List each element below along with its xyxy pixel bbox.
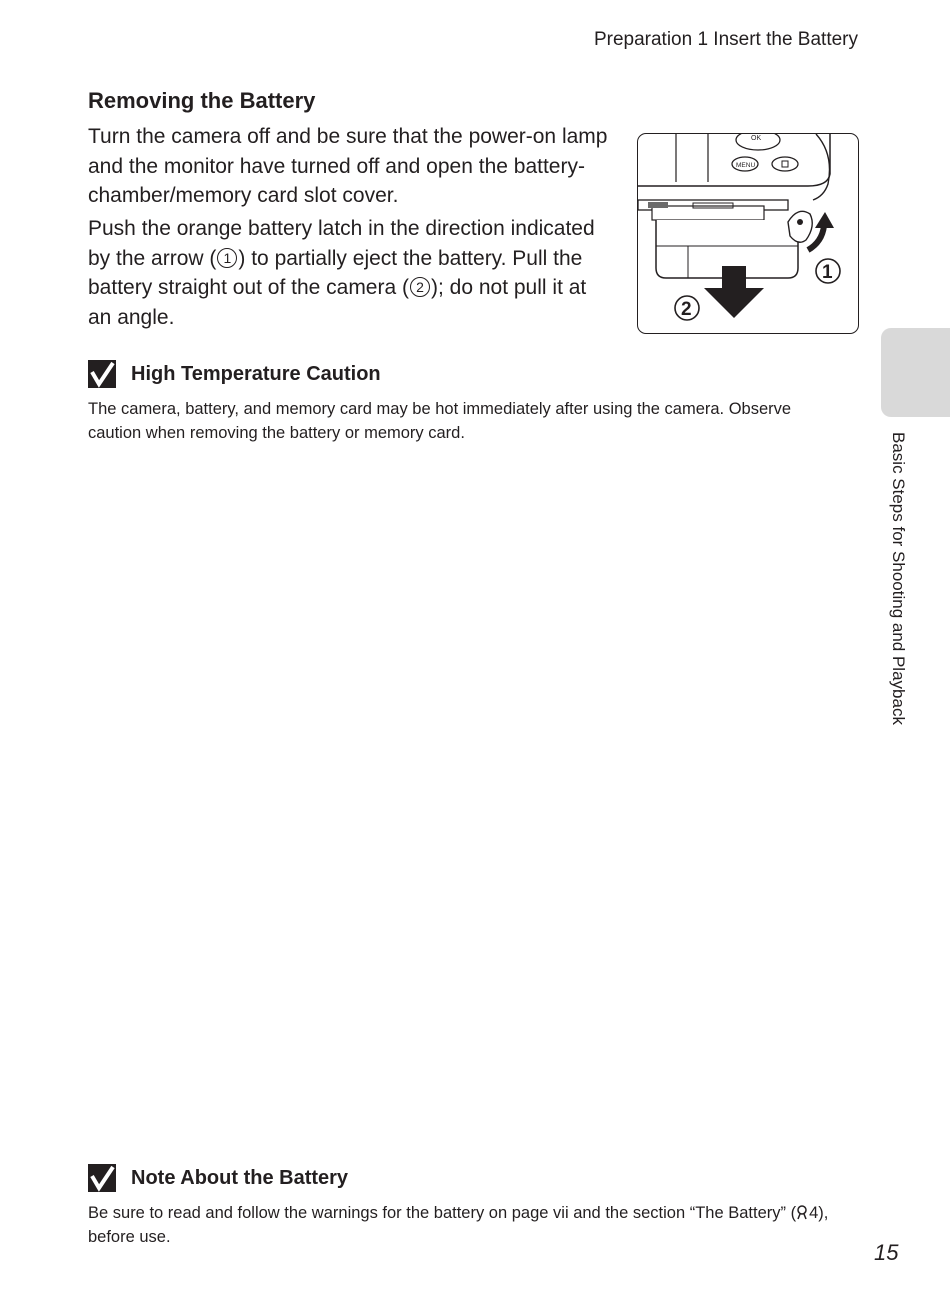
note-title: Note About the Battery <box>131 1166 349 1189</box>
note-heading-battery <box>88 1164 348 1192</box>
note-text-2: ), before use. <box>88 1204 829 1246</box>
camera-illustration <box>638 134 857 332</box>
instruction-paragraph-2 <box>88 214 613 332</box>
running-header: Preparation 1 Insert the Battery <box>593 29 858 50</box>
note-ref-number: 4 <box>809 1204 819 1222</box>
checkmark-icon <box>88 1164 116 1192</box>
para2-text-1: Push the orange battery latch in the direction indicated by the arrow ( <box>88 217 595 270</box>
note-text-1: Be sure to read and follow the warnings for the battery on page vii and the section “The Battery” ( <box>88 1204 797 1222</box>
chapter-tab <box>881 328 950 417</box>
page-number: 15 <box>874 1240 899 1265</box>
para2-text-3: ); do not pull it at an angle. <box>88 276 587 329</box>
trash-icon <box>772 157 798 171</box>
caution-heading-high-temperature <box>88 360 381 388</box>
instruction-paragraph-1: Turn the camera off and be sure that the power-on lamp and the monitor have turned off and open the battery-chamber/memory card slot cover. <box>88 125 608 207</box>
checkmark-icon <box>88 360 116 388</box>
section-title: Removing the Battery <box>88 88 316 113</box>
circled-number-1: 1 <box>217 248 237 268</box>
menu-button-label: MENU <box>736 162 756 169</box>
ok-button-label: OK <box>751 135 762 142</box>
figure-label-1: 1 <box>822 262 833 283</box>
caution-text: The camera, battery, and memory card may be hot immediately after using the camera. Observe caution when removing the battery or memory card. <box>88 400 792 442</box>
note-text <box>88 1201 848 1249</box>
figure-label-2: 2 <box>681 299 692 320</box>
chapter-label: Basic Steps for Shooting and Playback <box>889 432 908 725</box>
battery-removal-figure <box>637 133 859 334</box>
para2-text-2: ) to partially eject the battery. Pull the battery straight out of the camera ( <box>88 246 583 299</box>
reference-icon <box>796 1205 809 1220</box>
circled-number-2: 2 <box>410 277 430 297</box>
caution-title: High Temperature Caution <box>131 362 381 385</box>
